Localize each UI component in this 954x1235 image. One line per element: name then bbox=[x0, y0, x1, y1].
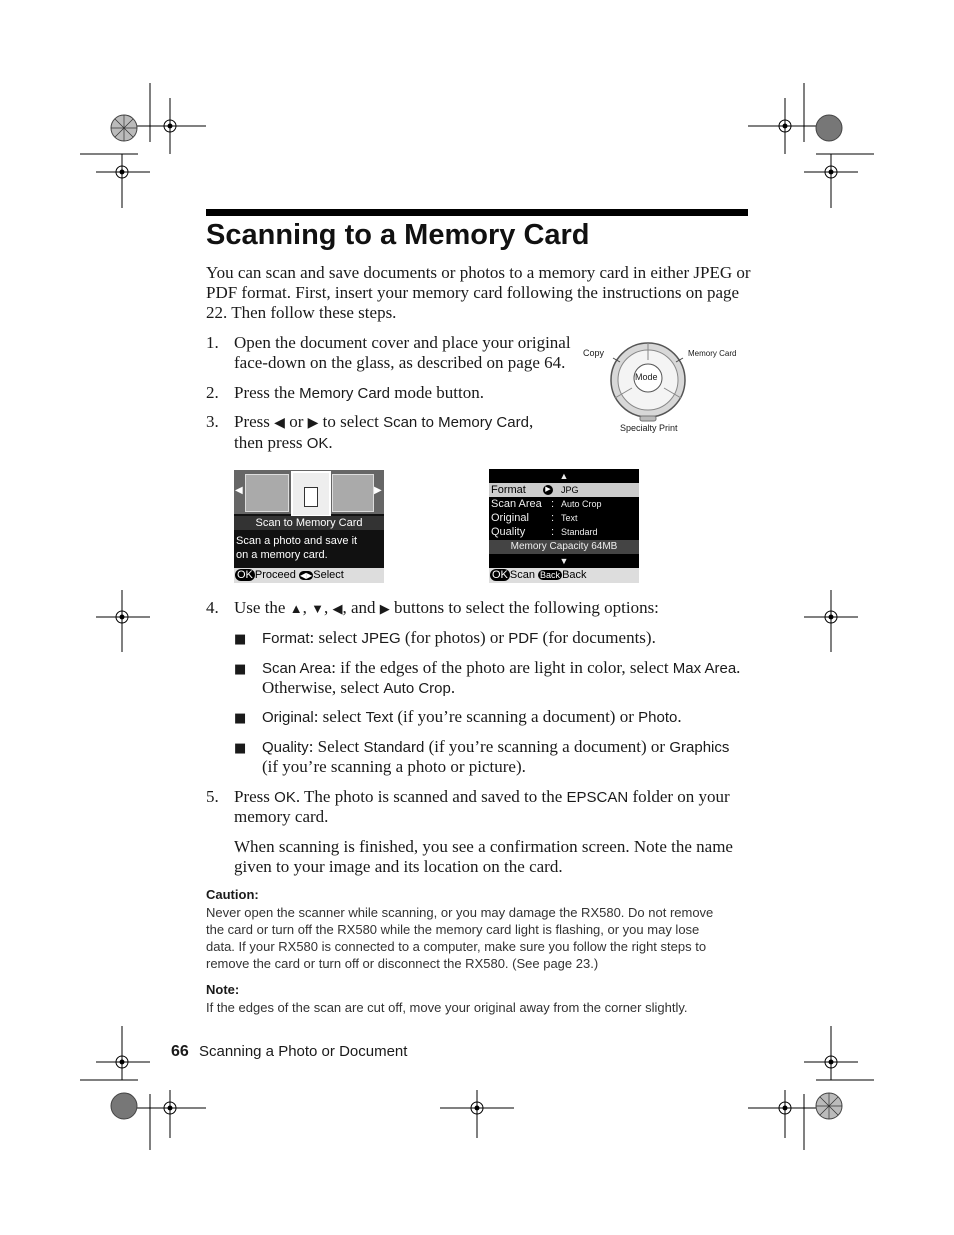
note-heading: Note: bbox=[206, 982, 240, 997]
option-text: : select bbox=[309, 628, 362, 647]
scroll-up-icon: ▲ bbox=[559, 471, 569, 481]
caution-line: data. If your RX580 is connected to a computer, make sure you follow the right steps to bbox=[206, 939, 707, 954]
step-3-line2 bbox=[234, 433, 333, 454]
setting-value: JPG bbox=[561, 485, 579, 495]
option-text: (for photos) or bbox=[400, 628, 509, 647]
back-key-icon: Back bbox=[540, 570, 561, 580]
setting-label: Original bbox=[491, 512, 529, 524]
step-text: . bbox=[328, 433, 333, 452]
ui-term: Standard bbox=[363, 739, 425, 756]
step-3 bbox=[206, 412, 533, 433]
lcd-screen-settings bbox=[489, 469, 639, 583]
ok-key-icon: OK bbox=[492, 569, 508, 581]
lcd-description-line: on a memory card. bbox=[236, 549, 328, 561]
option-text: (if you’re scanning a document) or bbox=[424, 737, 670, 756]
step-text: to select bbox=[318, 412, 384, 431]
lcd-setting-row bbox=[489, 525, 639, 539]
caution-text bbox=[206, 904, 713, 972]
ui-term: Scan to Memory Card bbox=[383, 414, 529, 431]
ui-term: Photo bbox=[638, 709, 678, 726]
ui-term: Text bbox=[365, 709, 394, 726]
step-number: 5. bbox=[206, 787, 219, 806]
caution-heading: Caution: bbox=[206, 887, 259, 902]
ui-term: OK bbox=[274, 789, 296, 806]
separator: : bbox=[551, 526, 555, 538]
lcd-setting-row bbox=[489, 511, 639, 525]
mode-button[interactable]: Mode bbox=[635, 372, 658, 382]
option-format bbox=[234, 628, 656, 650]
setting-value: Text bbox=[561, 513, 578, 523]
option-text: (if you’re scanning a document) or bbox=[393, 707, 639, 726]
ui-term: Max Area bbox=[672, 660, 737, 677]
memory-card-label: Memory Card bbox=[688, 349, 737, 358]
option-text: . bbox=[450, 678, 456, 697]
step-text: folder on your bbox=[628, 787, 730, 806]
page-footer bbox=[171, 1043, 407, 1061]
separator: : bbox=[551, 512, 555, 524]
option-quality-line2: (if you’re scanning a photo or picture). bbox=[262, 757, 526, 776]
back-label: Back bbox=[562, 569, 587, 581]
step-5 bbox=[206, 787, 730, 808]
scroll-down-icon: ▼ bbox=[559, 556, 569, 566]
memory-capacity: Memory Capacity 64MB bbox=[489, 540, 639, 554]
setting-label: Scan Area bbox=[491, 498, 542, 510]
left-arrow-icon: ◀ bbox=[332, 601, 343, 616]
option-quality bbox=[234, 737, 729, 759]
bullet-icon: ■ bbox=[234, 711, 247, 726]
bullet-icon: ■ bbox=[234, 632, 247, 647]
ui-term: PDF bbox=[508, 630, 539, 647]
right-arrow-icon: ▶ bbox=[379, 601, 390, 616]
step-text: or bbox=[284, 412, 308, 431]
step-text: mode button. bbox=[390, 383, 484, 402]
option-scan-area bbox=[234, 658, 740, 680]
step-1-line2: face-down on the glass, as described on page 64. bbox=[234, 353, 566, 372]
specialty-print-label: Specialty Print bbox=[620, 423, 678, 433]
page-number: 66 bbox=[171, 1043, 189, 1060]
step-text: . The photo is scanned and saved to the bbox=[295, 787, 567, 806]
option-text: . bbox=[736, 658, 741, 677]
step-text: Press bbox=[234, 412, 275, 431]
step-text: Use the bbox=[234, 598, 290, 617]
lcd-screen-scan-to-memory-card bbox=[234, 470, 384, 583]
ui-term: Auto Crop bbox=[383, 680, 451, 697]
ui-term: Original bbox=[262, 709, 314, 726]
option-scan-area-line2 bbox=[262, 678, 455, 699]
scan-to-card-icon bbox=[291, 471, 331, 517]
note-text: If the edges of the scan are cut off, move your original away from the corner slightly. bbox=[206, 1000, 688, 1015]
select-label: Select bbox=[313, 569, 344, 581]
right-arrow-icon: ▶ bbox=[374, 485, 382, 496]
ui-term: Memory Card bbox=[299, 385, 391, 402]
caution-line: the card or turn off the RX580 while the memory card light is flashing, or you may lose bbox=[206, 922, 700, 937]
option-text: . bbox=[677, 707, 682, 726]
option-original bbox=[234, 707, 682, 729]
step-text: , bbox=[302, 598, 312, 617]
bullet-icon: ■ bbox=[234, 662, 247, 677]
ui-term: Format bbox=[262, 630, 310, 647]
step-1 bbox=[206, 333, 571, 353]
option-text: Otherwise, select bbox=[262, 678, 384, 697]
setting-label: Quality bbox=[491, 526, 526, 538]
step-text: Open the document cover and place your original bbox=[234, 333, 571, 352]
mode-dial-illustration bbox=[580, 336, 750, 436]
bullet-icon: ■ bbox=[234, 741, 247, 756]
caution-line: Never open the scanner while scanning, or you may damage the RX580. Do not remove bbox=[206, 905, 714, 920]
caution-line: remove the card or turn off or disconnect the RX580. (See page 23.) bbox=[206, 956, 599, 971]
left-arrow-icon: ◀ bbox=[274, 414, 285, 430]
option-text: (for documents). bbox=[538, 628, 656, 647]
intro-paragraph: You can scan and save documents or photos to a memory card in either JPEG or PDF format. First, insert your memory card following the instructions on page 22. Then follow these steps. bbox=[206, 263, 751, 322]
section-title: Scanning a Photo or Document bbox=[198, 1043, 408, 1060]
lcd-description-line: Scan a photo and save it bbox=[236, 535, 358, 547]
step-text: , bbox=[528, 412, 534, 431]
up-arrow-icon: ▲ bbox=[289, 601, 303, 616]
select-circle-icon: ▶ bbox=[543, 485, 553, 495]
page-title: Scanning to a Memory Card bbox=[206, 219, 590, 251]
step-text: Press bbox=[234, 787, 275, 806]
right-arrow-icon: ▶ bbox=[307, 414, 319, 430]
lcd-title: Scan to Memory Card bbox=[234, 516, 384, 530]
copy-label: Copy bbox=[583, 348, 605, 358]
thumbnail-icon bbox=[332, 474, 374, 512]
ok-key-icon: OK bbox=[237, 569, 253, 581]
down-arrow-icon: ▼ bbox=[311, 601, 324, 616]
setting-value: Auto Crop bbox=[561, 499, 602, 509]
lcd-description bbox=[236, 534, 357, 562]
ui-term: OK bbox=[306, 435, 329, 452]
option-text: : if the edges of the photo are light in color, select bbox=[331, 658, 673, 677]
ui-term: Graphics bbox=[669, 739, 730, 756]
step-5-line2: memory card. bbox=[234, 807, 329, 826]
thumbnail-strip bbox=[234, 470, 384, 514]
ui-term: JPEG bbox=[361, 630, 401, 647]
ui-term: EPSCAN bbox=[566, 789, 629, 806]
ui-term: Quality bbox=[262, 739, 309, 756]
step-4 bbox=[206, 598, 659, 619]
setting-label: Format bbox=[491, 484, 526, 496]
separator: : bbox=[551, 498, 555, 510]
step-2 bbox=[206, 383, 484, 404]
step-text: , and bbox=[342, 598, 380, 617]
lcd-setting-row bbox=[489, 497, 639, 511]
step-5-para-line2: given to your image and its location on the card. bbox=[234, 857, 563, 876]
step-text: Press the bbox=[234, 383, 300, 402]
scan-label: Scan bbox=[509, 569, 535, 581]
option-text: : select bbox=[313, 707, 366, 726]
step-number: 4. bbox=[206, 598, 219, 617]
lcd-setting-row bbox=[489, 483, 639, 497]
step-number: 1. bbox=[206, 333, 219, 352]
step-5-para-line1: When scanning is finished, you see a confirmation screen. Note the name bbox=[234, 837, 733, 856]
arrow-keys-icon: ◀▶ bbox=[299, 571, 313, 580]
option-text: : Select bbox=[308, 737, 364, 756]
step-number: 2. bbox=[206, 383, 219, 402]
title-rule bbox=[206, 209, 748, 216]
step-text: buttons to select the following options: bbox=[389, 598, 659, 617]
step-text: then press bbox=[234, 433, 307, 452]
setting-value: Standard bbox=[561, 527, 598, 537]
step-text: , bbox=[323, 598, 333, 617]
thumbnail-icon bbox=[245, 474, 289, 512]
step-number: 3. bbox=[206, 412, 219, 431]
lcd-footer bbox=[489, 568, 639, 583]
lcd-footer bbox=[234, 568, 384, 583]
proceed-label: Proceed bbox=[254, 569, 296, 581]
left-arrow-icon: ◀ bbox=[235, 485, 243, 496]
ui-term: Scan Area bbox=[262, 660, 332, 677]
